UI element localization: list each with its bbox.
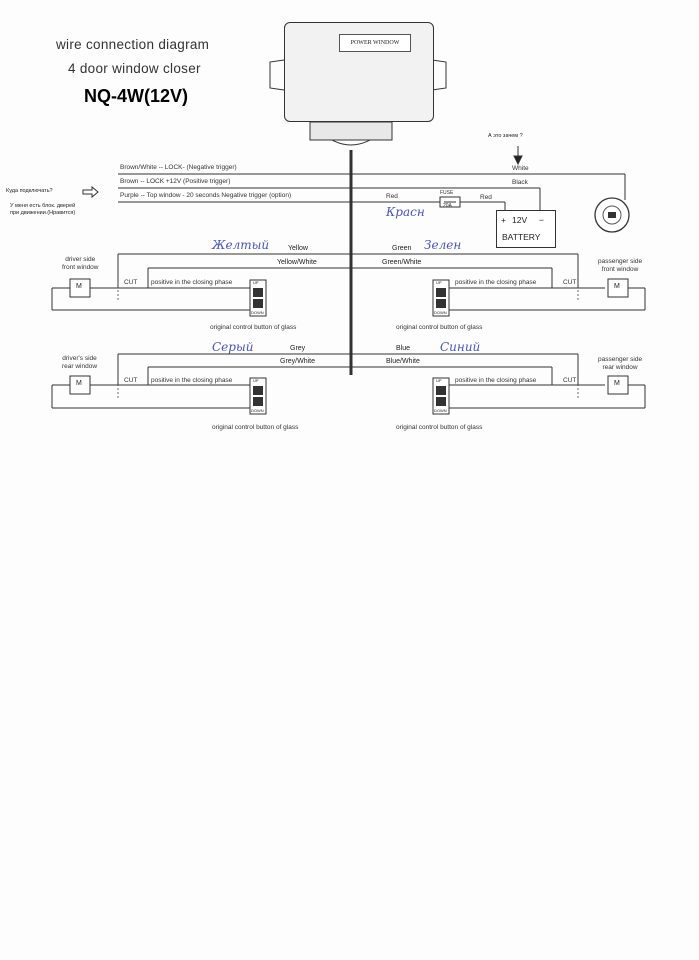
- fuse-value: 20A: [443, 203, 452, 209]
- motor-fr-label: M: [614, 283, 620, 290]
- module-label: POWER WINDOW: [339, 34, 411, 52]
- positive-label-fr: positive in the closing phase: [455, 279, 537, 286]
- switch-rl-up: UP: [253, 378, 259, 383]
- cut-label-fl: CUT: [124, 279, 138, 286]
- handwriting-yellow: Желтый: [212, 238, 270, 252]
- arrow-white-head: [514, 156, 522, 164]
- label-red-2: Red: [480, 194, 492, 201]
- motor-rr-label: M: [614, 380, 620, 387]
- label-grey-white: Grey/White: [280, 358, 316, 365]
- battery-voltage: 12V: [512, 215, 528, 225]
- handwriting-red: Красн: [386, 205, 425, 219]
- diagram-subtitle: 4 door window closer: [68, 61, 201, 76]
- switch-fl-down: DOWN: [251, 310, 264, 315]
- cut-label-rr: CUT: [563, 377, 577, 384]
- battery: [496, 210, 556, 248]
- label-blue: Blue: [396, 345, 411, 352]
- module-ear-right: [432, 60, 446, 90]
- label-purple: Purple -- Top window - 20 seconds Negative trigger (option): [120, 192, 292, 199]
- control-label-rl: original control button of glass: [212, 424, 299, 431]
- label-grey: Grey: [290, 345, 306, 352]
- door-rear-right: passenger side rear window: [598, 356, 643, 371]
- label-green-white: Green/White: [382, 259, 422, 266]
- cut-label-rl: CUT: [124, 377, 138, 384]
- switch-rr-down: DOWN: [434, 408, 447, 413]
- label-white: White: [512, 165, 529, 172]
- control-label-rr: original control button of glass: [396, 424, 483, 431]
- switch-rr-up: UP: [436, 378, 442, 383]
- label-blue-white: Blue/White: [386, 358, 420, 365]
- switch-rl-down: DOWN: [251, 408, 264, 413]
- module-connector: [310, 122, 392, 140]
- switch-fl-up: UP: [253, 280, 259, 285]
- motor-rl-label: M: [76, 380, 82, 387]
- fuse-label: FUSE: [440, 190, 454, 196]
- door-rear-left: driver's side rear window: [62, 355, 98, 370]
- label-green: Green: [392, 245, 412, 252]
- diagram-title: wire connection diagram: [56, 37, 210, 52]
- battery-label: BATTERY: [502, 232, 541, 242]
- control-label-fr: original control button of glass: [396, 324, 483, 331]
- handwriting-grey: Серый: [212, 340, 254, 354]
- label-yellow: Yellow: [288, 245, 308, 252]
- model-number: NQ-4W(12V): [84, 86, 189, 106]
- positive-label-rr: positive in the closing phase: [455, 377, 537, 384]
- control-module: [284, 22, 434, 122]
- note-connect-detail: У меня есть блок. дверей при движении.(Нравится): [10, 203, 76, 216]
- ignition-switch-icon: [595, 198, 629, 232]
- handwriting-green: Зелен: [424, 238, 462, 252]
- battery-plus-icon: +: [501, 215, 506, 225]
- control-label-fl: original control button of glass: [210, 324, 297, 331]
- positive-label-rl: positive in the closing phase: [151, 377, 233, 384]
- module-ear-left: [270, 60, 284, 90]
- cut-label-fr: CUT: [563, 279, 577, 286]
- handwriting-blue: Синий: [440, 340, 481, 354]
- note-connect-question: Куда подключать?: [6, 188, 53, 194]
- door-front-right: passenger side front window: [598, 258, 643, 273]
- door-front-left: driver side front window: [62, 256, 99, 271]
- label-black: Black: [512, 179, 528, 186]
- switch-fr-up: UP: [436, 280, 442, 285]
- note-white-question: А это зачем ?: [488, 133, 523, 139]
- label-brown-white: Brown/White -- LOCK- (Negative trigger): [120, 164, 237, 171]
- label-red-1: Red: [386, 193, 398, 200]
- positive-label-fl: positive in the closing phase: [151, 279, 233, 286]
- motor-fl-label: M: [76, 283, 82, 290]
- arrow-connect: [83, 187, 98, 197]
- battery-minus-icon: −: [539, 215, 544, 225]
- label-brown: Brown -- LOCK +12V (Positive trigger): [120, 178, 231, 185]
- switch-fr-down: DOWN: [434, 310, 447, 315]
- label-yellow-white: Yellow/White: [277, 259, 317, 266]
